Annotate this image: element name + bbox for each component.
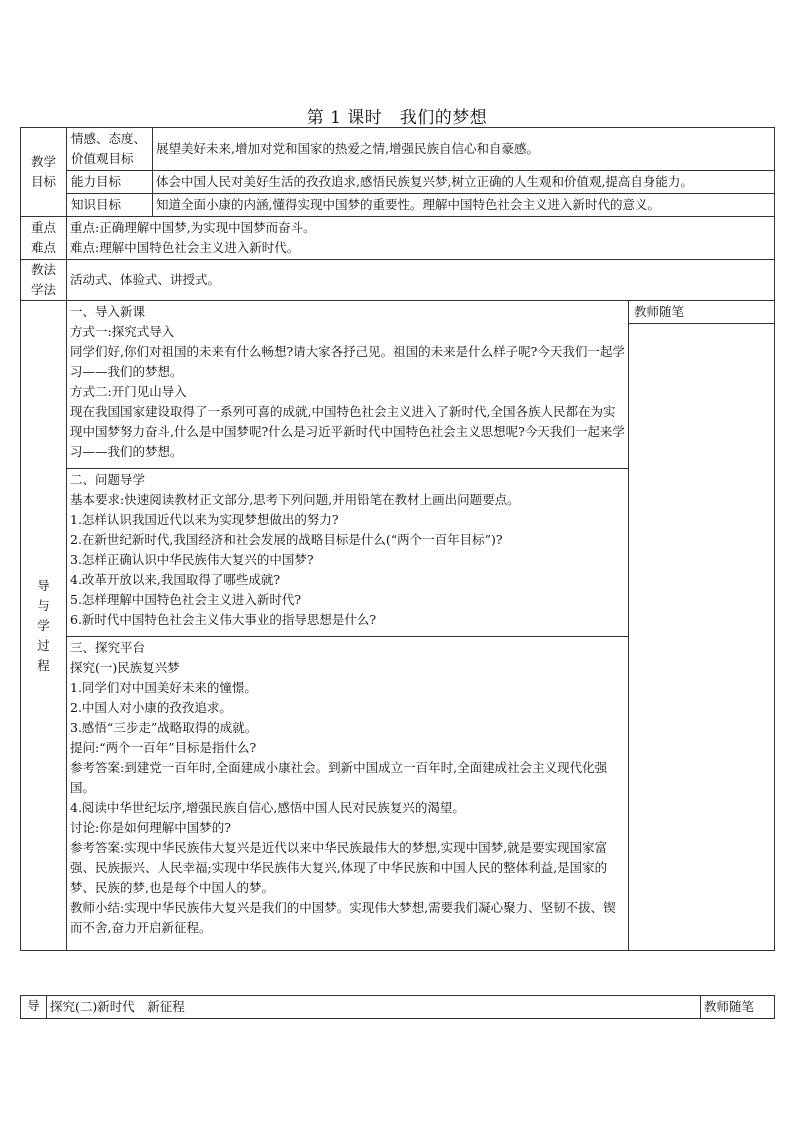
objective-text-ability: 体会中国人民对美好生活的孜孜追求,感悟民族复兴梦,树立正确的人生观和价值观,提高自身能力。 [153,171,775,194]
difficult-point-line: 难点:理解中国特色社会主义进入新时代。 [70,240,300,255]
text-line: 探究(一)民族复兴梦 [70,660,180,675]
next-page-notes-header: 教师随笔 [701,996,775,1019]
teacher-notes-column [629,301,775,951]
methods-text: 活动式、体验式、讲授式。 [67,260,775,301]
objective-name-ability: 能力目标 [67,171,153,194]
section-questions [67,469,629,637]
process-label: 导与学过程 [21,301,67,951]
text-line: 4.阅读中华世纪坛序,增强民族自信心,感悟中国人民对民族复兴的渴望。 [70,800,465,815]
section-intro [67,301,629,469]
objectives-label: 教学目标 [21,128,67,217]
key-points-content [67,217,775,260]
objective-name-knowledge: 知识目标 [67,194,153,217]
text-line: 参考答案:到建党一百年时,全面建成小康社会。到新中国成立一百年时,全面建成社会主义现代化强国。 [70,760,608,795]
methods-label: 教法学法 [21,260,67,301]
section-heading: 三、探究平台 [70,640,146,655]
key-point-line: 重点:正确理解中国梦,为实现中国梦而奋斗。 [70,220,316,235]
text-line: 3.感悟“三步走”战略取得的成就。 [70,720,258,735]
objective-text-emotion: 展望美好未来,增加对党和国家的热爱之情,增强民族自信心和自豪感。 [153,128,775,171]
section-heading: 二、问题导学 [70,472,146,487]
text-line: 方式二:开门见山导入 [70,384,187,399]
question-item: 4.改革开放以来,我国取得了哪些成就? [70,572,281,587]
text-line: 1.同学们对中国美好未来的憧憬。 [70,680,257,695]
next-page-table [20,995,775,1019]
objective-name-emotion: 情感、态度、价值观目标 [67,128,153,171]
question-item: 6.新时代中国特色社会主义伟大事业的指导思想是什么? [70,612,377,627]
question-item: 5.怎样理解中国特色社会主义进入新时代? [70,592,302,607]
objective-text-knowledge: 知道全面小康的内涵,懂得实现中国梦的重要性。理解中国特色社会主义进入新时代的意义。 [153,194,775,217]
text-line: 参考答案:实现中华民族伟大复兴是近代以来中华民族最伟大的梦想,实现中国梦,就是要实现国家富强、民族振兴、人民幸福;实现中华民族伟大复兴,体现了中华民族和中国人民的整体利益,是国家的梦、民族的梦,也是每个中国人的梦。 [70,840,608,895]
next-page-text: 探究(二)新时代 新征程 [47,996,701,1019]
text-line: 2.中国人对小康的孜孜追求。 [70,700,232,715]
text-line: 同学们好,你们对祖国的未来有什么畅想?请大家各抒己见。祖国的未来是什么样子呢?今天我们一起学习——我们的梦想。 [70,344,625,379]
text-line: 讨论:你是如何理解中国梦的? [70,820,231,835]
section-explore [67,637,629,951]
next-page-label: 导 [21,996,47,1019]
question-item: 2.在新世纪新时代,我国经济和社会发展的战略目标是什么(“两个一百年目标”)? [70,532,503,547]
question-item: 1.怎样认识我国近代以来为实现梦想做出的努力? [70,512,339,527]
key-points-label: 重点难点 [21,217,67,260]
teacher-notes-header: 教师随笔 [629,301,774,324]
page-title: 第 1 课时 我们的梦想 [306,108,488,128]
section-heading: 一、导入新课 [70,304,146,319]
lesson-plan-table [20,127,775,951]
text-line: 教师小结:实现中华民族伟大复兴是我们的中国梦。实现伟大梦想,需要我们凝心聚力、坚韧不拔、锲而不舍,奋力开启新征程。 [70,900,616,935]
text-line: 现在我国国家建设取得了一系列可喜的成就,中国特色社会主义进入了新时代,全国各族人民都在为实现中国梦努力奋斗,什么是中国梦呢?什么是习近平新时代中国特色社会主义思想呢?今天我们一起来学习——我们的梦想。 [70,404,625,459]
text-line: 提问:“两个一百年”目标是指什么? [70,740,257,755]
text-line: 基本要求:快速阅读教材正文部分,思考下列问题,并用铅笔在教材上画出问题要点。 [70,492,520,507]
text-line: 方式一:探究式导入 [70,324,175,339]
question-item: 3.怎样正确认识中华民族伟大复兴的中国梦? [70,552,314,567]
